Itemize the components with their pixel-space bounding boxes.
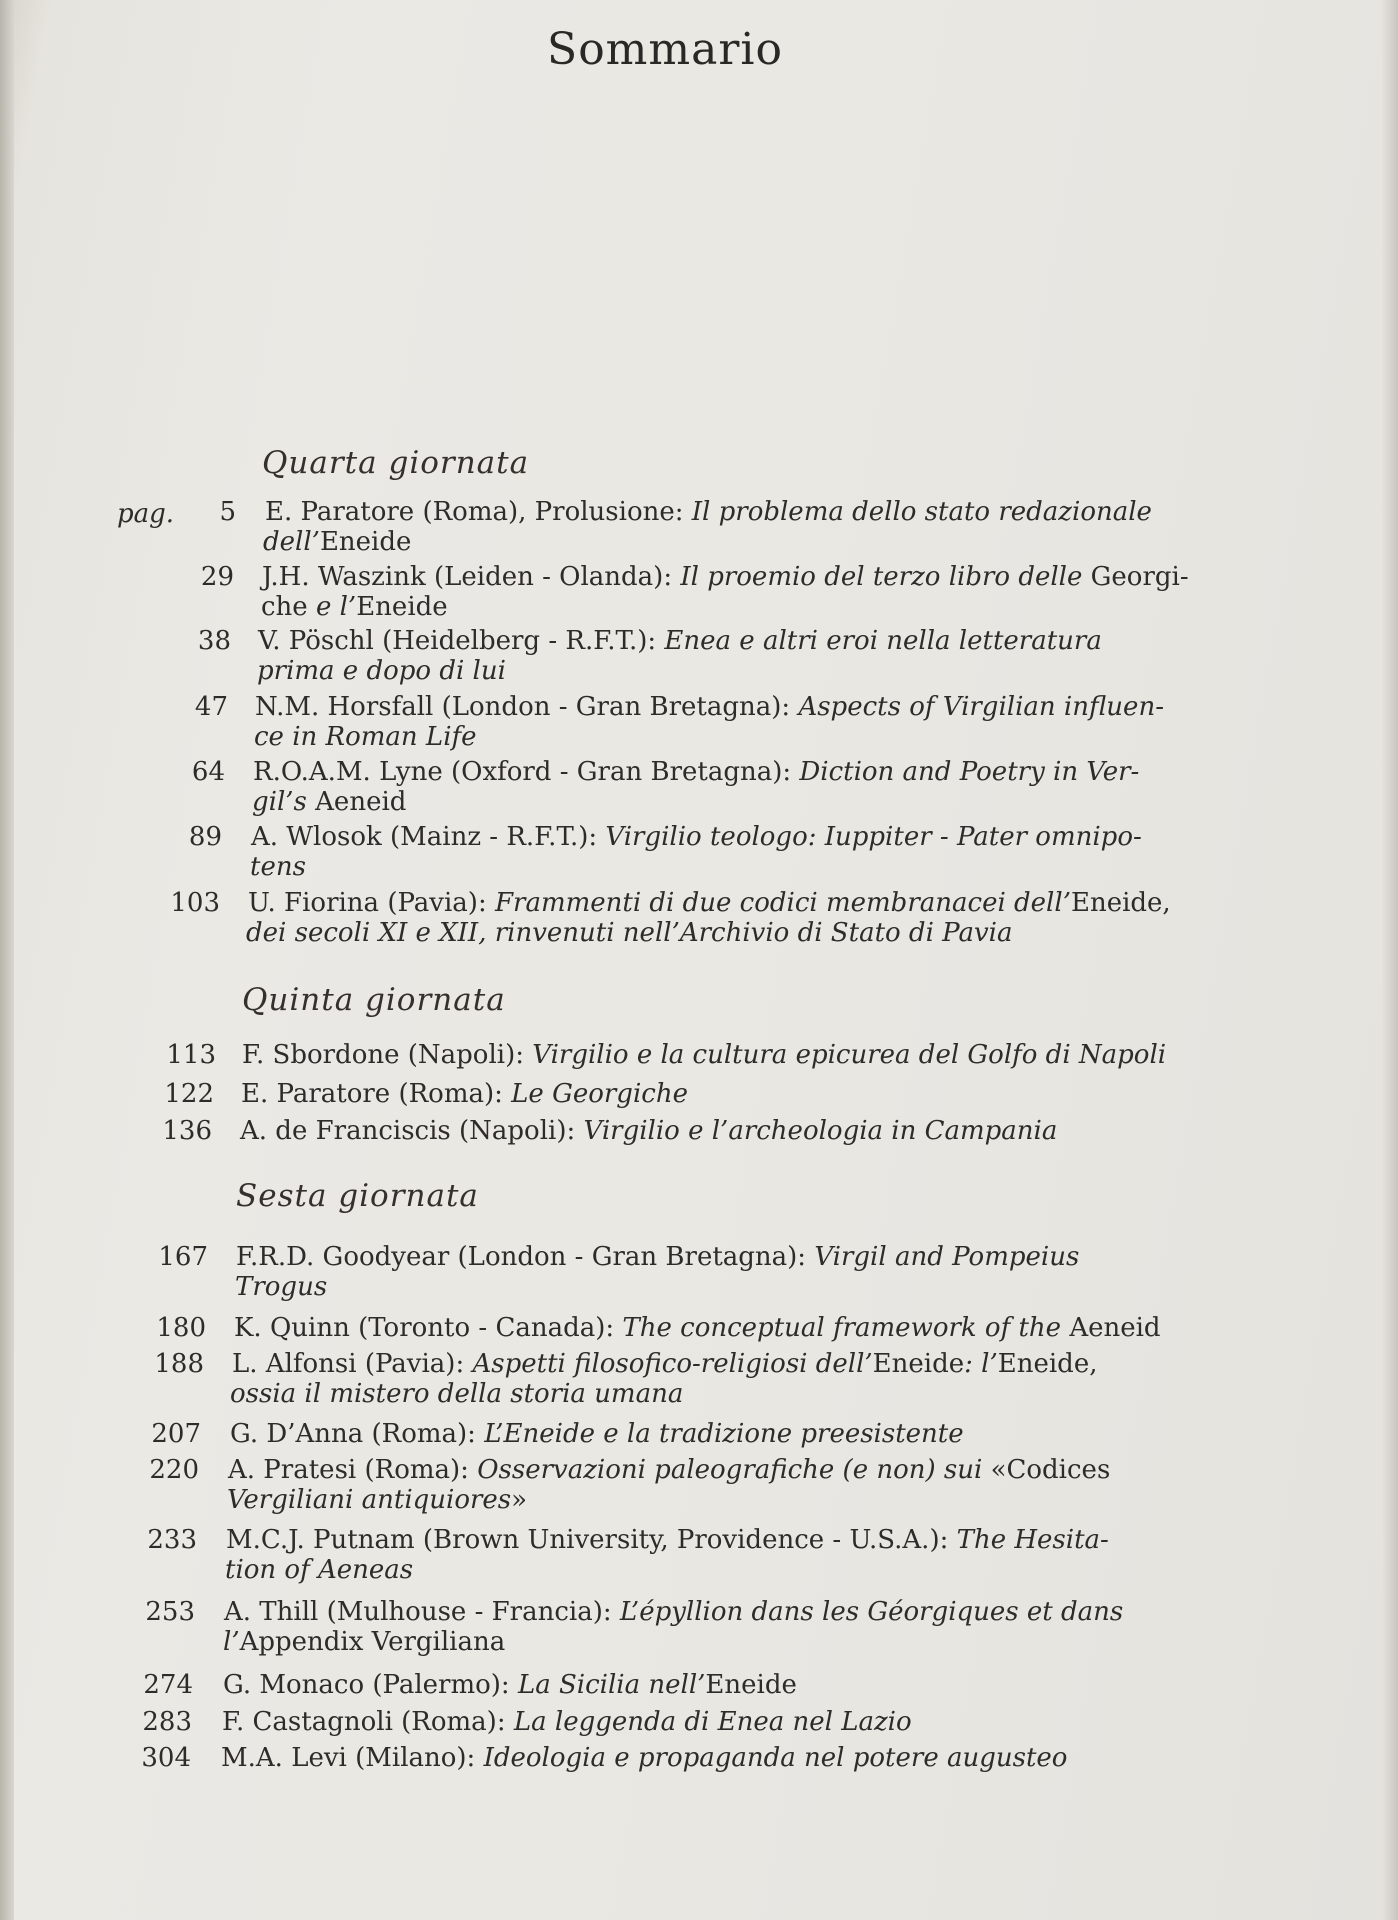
page-number: 5	[219, 497, 236, 527]
section-heading-sesta: Sesta giornata	[236, 1178, 479, 1214]
pag-label: pag.	[117, 499, 175, 529]
page-title: Sommario	[547, 24, 783, 75]
page-number: 29	[200, 562, 234, 592]
page-number: 47	[194, 692, 228, 722]
page-number: 233	[147, 1525, 197, 1555]
page-number: 180	[156, 1313, 206, 1343]
page-number: 167	[158, 1242, 208, 1272]
page-number: 136	[162, 1116, 212, 1146]
page-number: 64	[191, 757, 225, 787]
page-binding-edge	[0, 0, 14, 1920]
page-number: 220	[149, 1455, 199, 1485]
page-number: 122	[164, 1079, 214, 1109]
page-number: 188	[154, 1349, 204, 1379]
page-number: 274	[143, 1670, 193, 1700]
section-heading-quarta: Quarta giornata	[262, 445, 530, 481]
page-number: 283	[142, 1707, 192, 1737]
page-number: 38	[197, 626, 231, 656]
page-right-edge	[1382, 0, 1398, 1920]
section-heading-quinta: Quinta giornata	[242, 982, 506, 1018]
page-number: 207	[151, 1419, 201, 1449]
page-number: 89	[188, 822, 222, 852]
page-number: 113	[166, 1040, 216, 1070]
page-number: 103	[170, 888, 220, 918]
page-number: 253	[145, 1597, 195, 1627]
page-number: 304	[141, 1743, 191, 1773]
